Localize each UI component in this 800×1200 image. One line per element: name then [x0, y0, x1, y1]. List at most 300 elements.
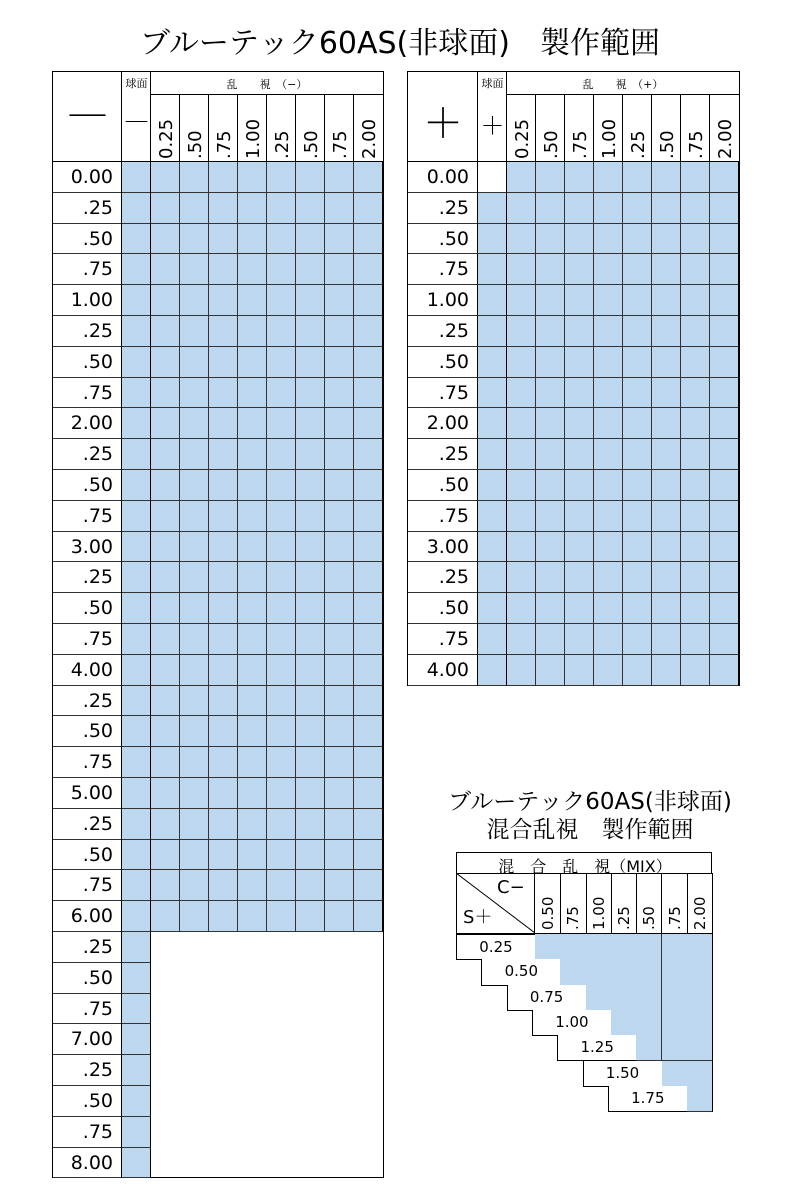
mix-cell	[636, 1010, 662, 1036]
minus_table-cyl-cell	[151, 378, 180, 409]
mix-cell	[611, 934, 637, 960]
plus_table-cyl-cell	[623, 193, 652, 224]
minus-sign: —	[67, 90, 108, 136]
minus_table-row-label: .25	[53, 562, 122, 593]
minus_table-cyl-cell	[209, 562, 238, 593]
minus_table-cyl-cell	[325, 532, 354, 563]
minus_table-row-label: .50	[53, 593, 122, 624]
plus_table-cyl-cell	[710, 501, 739, 532]
minus_table-cyl-cell	[180, 562, 209, 593]
minus_table-cyl-cell	[267, 562, 296, 593]
plus_table-cyl-cell	[565, 378, 594, 409]
minus_table-cyl-cell	[325, 316, 354, 347]
minus_table-cyl-cell	[238, 347, 267, 378]
mix-cell	[611, 985, 637, 1011]
plus_table-cyl-cell	[710, 562, 739, 593]
minus_table-row-label: 5.00	[53, 778, 122, 809]
minus_table-sph-cell	[122, 224, 151, 255]
plus_table-cyl-cell	[507, 470, 536, 501]
minus_table-sph-cell	[122, 1117, 151, 1148]
minus_table-sph-cell	[122, 532, 151, 563]
mix-cell	[535, 934, 561, 960]
minus_table-row-label: 2.00	[53, 408, 122, 439]
minus_table-cyl-cell	[180, 501, 209, 532]
plus_table-cyl-cell	[623, 532, 652, 563]
minus_table-row-label: .25	[53, 809, 122, 840]
plus_table-cyl-cell	[594, 562, 623, 593]
plus_table-cyl-cell	[565, 347, 594, 378]
minus_table-sph-cell	[122, 901, 151, 932]
plus_table-cyl-cell	[652, 624, 681, 655]
minus_table-cyl-cell	[151, 193, 180, 224]
plus_table-cyl-cell	[594, 470, 623, 501]
minus_table-cyl-cell	[267, 624, 296, 655]
minus_table-cyl-cell	[180, 747, 209, 778]
plus-sign: ＋	[423, 101, 463, 147]
minus_table-row-label: .25	[53, 932, 122, 963]
minus_table-cyl-cell	[325, 809, 354, 840]
minus_table-cyl-cell	[151, 224, 180, 255]
minus_table-sph-cell	[122, 1055, 151, 1086]
minus_table-cyl-cell	[180, 901, 209, 932]
minus_table-cyl-cell	[325, 840, 354, 871]
minus_table-col-head	[296, 94, 325, 162]
minus_table-sph-cell	[122, 1148, 151, 1179]
minus_table-cyl-cell	[209, 870, 238, 901]
minus_table-sph-cell	[122, 254, 151, 285]
minus_table-cyl-cell	[354, 347, 383, 378]
plus_table-col-label: .75	[686, 130, 707, 159]
minus_table-cyl-cell	[354, 162, 383, 193]
minus_table-cyl-cell	[209, 716, 238, 747]
minus_table-cyl-cell	[267, 686, 296, 717]
mix-cell	[636, 959, 662, 985]
plus_table-cyl-cell	[652, 378, 681, 409]
minus_table-cyl-cell	[238, 809, 267, 840]
plus_table-cyl-cell	[652, 347, 681, 378]
plus_table-cyl-cell	[507, 285, 536, 316]
plus_table-cyl-cell	[536, 224, 565, 255]
plus_table-sph-cell	[478, 378, 507, 409]
plus_table-cyl-cell	[652, 593, 681, 624]
mix-cell	[611, 1010, 637, 1036]
minus_table-row-label: .50	[53, 840, 122, 871]
plus_table-col-head	[594, 94, 623, 162]
minus_table-col-head	[238, 94, 267, 162]
plus_table-cyl-cell	[681, 408, 710, 439]
minus_table-sph-cell	[122, 439, 151, 470]
minus_table-cyl-cell	[354, 593, 383, 624]
plus_table-row-label: .75	[408, 254, 478, 285]
plus_table-cyl-cell	[623, 439, 652, 470]
mix-cell	[662, 1035, 688, 1061]
plus_table-sph-cell	[478, 162, 507, 193]
minus_table-sph-cell	[122, 593, 151, 624]
plus_table-cyl-cell	[681, 316, 710, 347]
minus_table-cyl-cell	[151, 747, 180, 778]
minus-sign-cell	[53, 72, 122, 162]
plus_table-cyl-cell	[681, 193, 710, 224]
minus_table-cyl-cell	[296, 378, 325, 409]
mix-header: 混 合 乱 視（MIX）	[498, 857, 672, 876]
minus_table-col-label: .50	[301, 130, 322, 159]
minus_table-cyl-cell	[267, 870, 296, 901]
minus_table-cyl-cell	[354, 778, 383, 809]
minus_table-col-head	[325, 94, 354, 162]
minus-sph-header-cell	[122, 72, 151, 162]
minus_table-cyl-cell	[296, 501, 325, 532]
minus_table-cyl-cell	[354, 254, 383, 285]
minus_table-col-label: 2.00	[359, 118, 380, 159]
plus_table-col-label: 2.00	[715, 118, 736, 159]
minus_table-cyl-cell	[151, 532, 180, 563]
minus_table-row-label: .75	[53, 994, 122, 1025]
plus_table-sph-cell	[478, 254, 507, 285]
plus_table-row-label: .50	[408, 347, 478, 378]
minus_table-row-label: .25	[53, 316, 122, 347]
plus_table-row-label: .75	[408, 378, 478, 409]
plus_table-cyl-cell	[623, 655, 652, 686]
minus_table-sph-cell	[122, 1024, 151, 1055]
minus_table-cyl-cell	[267, 532, 296, 563]
minus_table-cyl-cell	[325, 501, 354, 532]
plus_table-cyl-cell	[652, 439, 681, 470]
plus-sph-header-cell	[478, 72, 507, 162]
minus_table-cyl-cell	[180, 470, 209, 501]
plus_table-cyl-cell	[507, 162, 536, 193]
minus_table-col-label: 1.00	[243, 118, 264, 159]
plus_table-sph-cell	[478, 347, 507, 378]
minus_table-cyl-cell	[354, 870, 383, 901]
minus_table-cyl-cell	[209, 593, 238, 624]
plus_table-row-label: .25	[408, 562, 478, 593]
plus_table-cyl-cell	[681, 501, 710, 532]
minus-sph-header: 球面	[125, 77, 148, 90]
minus_table-cyl-cell	[354, 224, 383, 255]
plus_table-cyl-cell	[594, 224, 623, 255]
plus_table-cyl-cell	[565, 193, 594, 224]
minus_table-cyl-cell	[296, 470, 325, 501]
plus_table-cyl-cell	[652, 655, 681, 686]
minus_table-cyl-cell	[151, 347, 180, 378]
mix-cell	[687, 1086, 713, 1112]
minus_table-cyl-cell	[354, 378, 383, 409]
plus_table-cyl-cell	[623, 347, 652, 378]
plus_table-col-label: .25	[628, 130, 649, 159]
mix-cell	[687, 985, 713, 1011]
minus_table-cyl-cell	[354, 901, 383, 932]
plus_table-col-head	[565, 94, 594, 162]
minus_table-cyl-cell	[325, 655, 354, 686]
plus_table-col-head	[681, 94, 710, 162]
mix-row-label: 0.50	[481, 959, 561, 985]
plus_table-cyl-cell	[681, 162, 710, 193]
minus_table-cyl-cell	[238, 470, 267, 501]
plus_table-cyl-cell	[652, 501, 681, 532]
minus_table-cyl-cell	[209, 840, 238, 871]
minus_table-cyl-cell	[151, 870, 180, 901]
minus_table-cyl-cell	[151, 686, 180, 717]
minus_table-cyl-cell	[209, 778, 238, 809]
minus_table-cyl-cell	[267, 716, 296, 747]
plus_table-cyl-cell	[652, 224, 681, 255]
minus_table-row-label: .25	[53, 686, 122, 717]
mix-cell	[611, 959, 637, 985]
minus_table-sph-cell	[122, 686, 151, 717]
minus_table-cyl-cell	[209, 686, 238, 717]
minus_table-cyl-cell	[325, 193, 354, 224]
minus_table-cyl-cell	[238, 716, 267, 747]
minus_table-col-head	[354, 94, 383, 162]
minus_table-cyl-cell	[296, 347, 325, 378]
minus_table-cyl-cell	[238, 224, 267, 255]
minus_table-cyl-cell	[296, 562, 325, 593]
mix-col-label: .75	[665, 906, 684, 930]
minus_table-cyl-cell	[267, 378, 296, 409]
mix-col-label: 2.00	[690, 896, 709, 930]
minus_table-cyl-cell	[151, 901, 180, 932]
mix-cell	[687, 1061, 713, 1087]
minus_table-col-label: .50	[185, 130, 206, 159]
minus_table-cyl-cell	[354, 624, 383, 655]
minus_table-cyl-cell	[267, 747, 296, 778]
mix-cell	[662, 1061, 688, 1087]
plus_table-cyl-cell	[507, 193, 536, 224]
minus_table-sph-cell	[122, 870, 151, 901]
minus_table-sph-cell	[122, 562, 151, 593]
plus_table-cyl-cell	[623, 378, 652, 409]
minus_table-cyl-cell	[296, 593, 325, 624]
minus_table-cyl-cell	[151, 501, 180, 532]
plus-sph-header: 球面	[481, 77, 504, 90]
plus_table-cyl-cell	[536, 470, 565, 501]
minus_table-sph-cell	[122, 778, 151, 809]
minus_table-cyl-cell	[209, 470, 238, 501]
minus_table-cyl-cell	[354, 809, 383, 840]
minus_table-cyl-cell	[325, 408, 354, 439]
minus_table-cyl-cell	[238, 593, 267, 624]
plus_table-cyl-cell	[710, 224, 739, 255]
plus_table-cyl-cell	[565, 316, 594, 347]
minus_table-col-head	[151, 94, 180, 162]
plus_table-cyl-cell	[652, 408, 681, 439]
minus_table-cyl-cell	[354, 501, 383, 532]
minus_table-cyl-cell	[354, 193, 383, 224]
minus_table-cyl-cell	[180, 624, 209, 655]
minus_table-cyl-cell	[209, 254, 238, 285]
minus_table-cyl-cell	[354, 686, 383, 717]
minus_table-cyl-cell	[267, 285, 296, 316]
minus_table-cyl-cell	[325, 716, 354, 747]
plus_table-cyl-cell	[536, 593, 565, 624]
minus_table-cyl-cell	[354, 439, 383, 470]
minus_table-col-label: 0.25	[156, 118, 177, 159]
plus_table-col-head	[710, 94, 739, 162]
plus_table-cyl-cell	[507, 316, 536, 347]
minus_table-cyl-cell	[180, 224, 209, 255]
minus_table-row-label: .75	[53, 254, 122, 285]
plus_table-cyl-cell	[652, 470, 681, 501]
minus_table-sph-cell	[122, 747, 151, 778]
plus_table-cyl-cell	[710, 378, 739, 409]
mix-cell	[636, 934, 662, 960]
minus_table-row-label: .50	[53, 224, 122, 255]
plus_table-col-label: .50	[541, 130, 562, 159]
minus_table-cyl-cell	[296, 408, 325, 439]
plus_table-cyl-cell	[594, 193, 623, 224]
plus_table-cyl-cell	[507, 378, 536, 409]
minus_table-cyl-cell	[296, 439, 325, 470]
minus_table-cyl-cell	[296, 809, 325, 840]
mix-header-cell	[456, 852, 712, 874]
plus_table-cyl-cell	[507, 408, 536, 439]
plus_table-cyl-cell	[681, 224, 710, 255]
minus_table-cyl-cell	[354, 840, 383, 871]
plus_table-cyl-cell	[710, 624, 739, 655]
minus_table-cyl-cell	[325, 593, 354, 624]
minus_table-row-label: 1.00	[53, 285, 122, 316]
plus_table-cyl-cell	[710, 470, 739, 501]
plus_table-cyl-cell	[594, 408, 623, 439]
plus_table-cyl-cell	[594, 501, 623, 532]
minus_table-cyl-cell	[151, 593, 180, 624]
minus-cyl-header-cell	[151, 72, 383, 94]
mix-col-label: 1.00	[589, 896, 608, 930]
minus_table-sph-cell	[122, 316, 151, 347]
plus_table-col-label: .75	[570, 130, 591, 159]
plus-sph-sign: ＋	[480, 112, 505, 140]
minus_table-cyl-cell	[325, 285, 354, 316]
plus_table-col-head	[536, 94, 565, 162]
minus_table-cyl-cell	[209, 532, 238, 563]
minus_table-cyl-cell	[296, 316, 325, 347]
minus_table-cyl-cell	[238, 655, 267, 686]
minus_table-cyl-cell	[151, 716, 180, 747]
minus_table-sph-cell	[122, 162, 151, 193]
plus_table-cyl-cell	[623, 316, 652, 347]
plus_table-cyl-cell	[507, 562, 536, 593]
plus_table-col-head	[652, 94, 681, 162]
plus_table-cyl-cell	[652, 316, 681, 347]
page-title: ブルーテック60AS(非球面) 製作範囲	[140, 26, 660, 61]
minus_table-row-label: .25	[53, 439, 122, 470]
minus_table-cyl-cell	[325, 162, 354, 193]
mix-cell	[560, 959, 586, 985]
minus_table-cyl-cell	[267, 655, 296, 686]
plus_table-cyl-cell	[507, 532, 536, 563]
minus_table-cyl-cell	[180, 870, 209, 901]
plus_table-cyl-cell	[652, 562, 681, 593]
plus_table-cyl-cell	[594, 347, 623, 378]
minus_table-cyl-cell	[296, 285, 325, 316]
mix-col-label: .50	[640, 906, 659, 930]
plus_table-cyl-cell	[652, 162, 681, 193]
plus-cyl-header-cell	[507, 72, 739, 94]
minus_table-cyl-cell	[209, 747, 238, 778]
plus_table-col-label: 0.25	[512, 118, 533, 159]
plus_table-cyl-cell	[623, 254, 652, 285]
minus_table-cyl-cell	[151, 408, 180, 439]
plus_table-cyl-cell	[536, 316, 565, 347]
minus_table-cyl-cell	[151, 316, 180, 347]
plus_table-cyl-cell	[565, 224, 594, 255]
mix-cell	[662, 1010, 688, 1036]
minus_table-cyl-cell	[209, 655, 238, 686]
plus_table-cyl-cell	[623, 501, 652, 532]
minus_table-cyl-cell	[325, 686, 354, 717]
minus_table-cyl-cell	[180, 316, 209, 347]
minus_table-cyl-cell	[238, 501, 267, 532]
minus_table-sph-cell	[122, 408, 151, 439]
minus_table-cyl-cell	[354, 716, 383, 747]
plus_table-cyl-cell	[507, 254, 536, 285]
minus_table-cyl-cell	[238, 316, 267, 347]
plus_table-cyl-cell	[681, 593, 710, 624]
plus_table-row-label: 4.00	[408, 655, 478, 686]
minus_table-cyl-cell	[151, 840, 180, 871]
plus_table-sph-cell	[478, 224, 507, 255]
minus_table-cyl-cell	[180, 686, 209, 717]
minus_table-cyl-cell	[325, 870, 354, 901]
minus_table-cyl-cell	[296, 193, 325, 224]
minus_table-cyl-cell	[238, 193, 267, 224]
minus_table-cyl-cell	[209, 901, 238, 932]
minus_table-sph-cell	[122, 932, 151, 963]
plus_table-sph-cell	[478, 470, 507, 501]
minus_table-cyl-cell	[209, 347, 238, 378]
plus_table-cyl-cell	[710, 347, 739, 378]
minus_table-row-label: .75	[53, 624, 122, 655]
minus_table-col-label: .75	[330, 130, 351, 159]
plus_table-row-label: .75	[408, 624, 478, 655]
plus_table-cyl-cell	[710, 162, 739, 193]
minus_table-cyl-cell	[151, 285, 180, 316]
mix-cell	[586, 985, 612, 1011]
plus_table-cyl-cell	[623, 408, 652, 439]
minus_table-cyl-cell	[180, 716, 209, 747]
mix-cell	[662, 959, 688, 985]
plus_table-cyl-cell	[565, 162, 594, 193]
plus_table-cyl-cell	[507, 593, 536, 624]
minus_table-row-label: .50	[53, 347, 122, 378]
plus_table-sph-cell	[478, 624, 507, 655]
plus_table-cyl-cell	[623, 562, 652, 593]
mix-diag-upper: C−	[497, 877, 525, 898]
minus_table-cyl-cell	[238, 562, 267, 593]
mix-cell	[687, 959, 713, 985]
mix-col-label: .75	[564, 906, 583, 930]
mix-cell	[560, 934, 586, 960]
plus_table-cyl-cell	[652, 532, 681, 563]
minus_table-cyl-cell	[267, 501, 296, 532]
minus_table-sph-cell	[122, 840, 151, 871]
minus_table-cyl-cell	[267, 347, 296, 378]
minus_table-cyl-cell	[151, 562, 180, 593]
mix-col-head	[586, 873, 612, 934]
minus_table-sph-cell	[122, 378, 151, 409]
minus_table-cyl-cell	[296, 686, 325, 717]
minus_table-cyl-cell	[209, 224, 238, 255]
minus_table-cyl-cell	[296, 870, 325, 901]
minus_table-cyl-cell	[354, 532, 383, 563]
minus_table-sph-cell	[122, 716, 151, 747]
plus_table-cyl-cell	[536, 347, 565, 378]
minus_table-cyl-cell	[267, 778, 296, 809]
plus_table-sph-cell	[478, 193, 507, 224]
minus_table-cyl-cell	[325, 901, 354, 932]
plus_table-cyl-cell	[681, 439, 710, 470]
minus_table-row-label: .50	[53, 470, 122, 501]
